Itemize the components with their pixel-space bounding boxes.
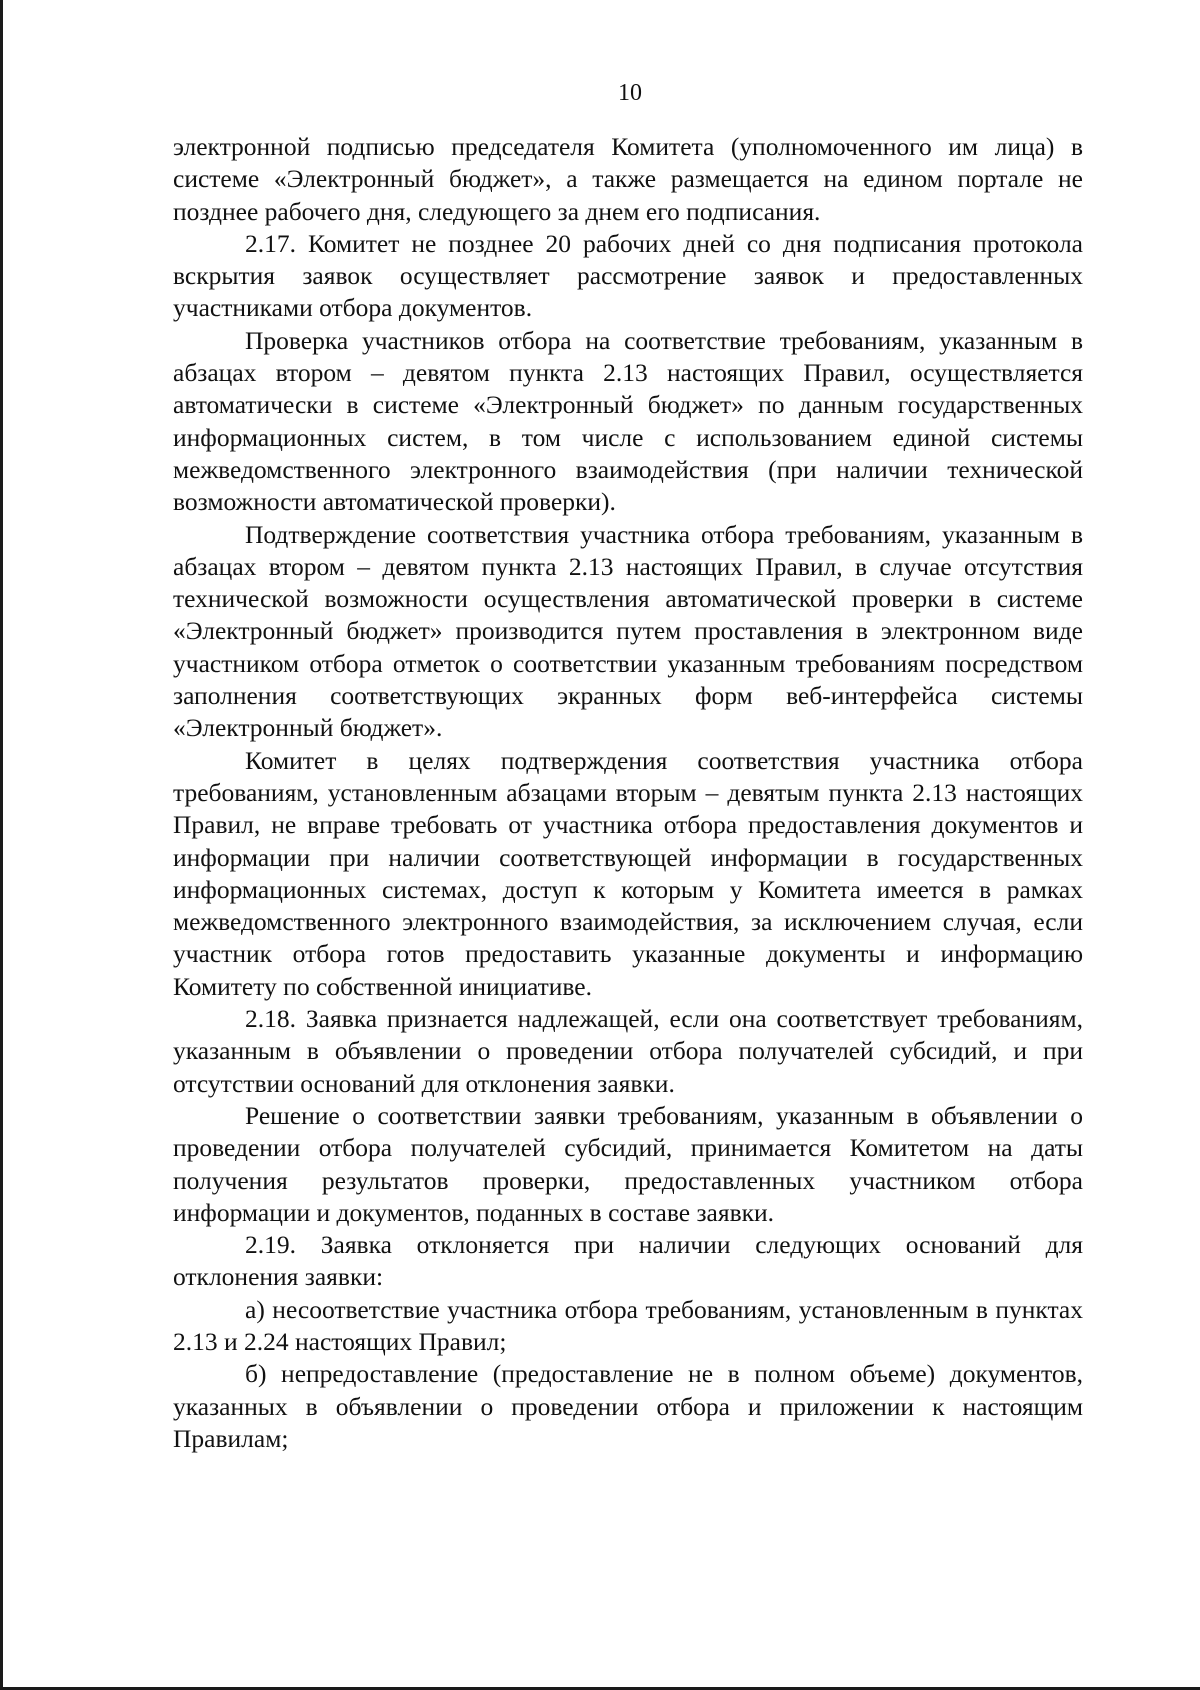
paragraph-2-19: 2.19. Заявка отклоняется при наличии следующих оснований для отклонения заявки: xyxy=(173,1230,1083,1292)
paragraph-2-17: 2.17. Комитет не позднее 20 рабочих дней со дня подписания протокола вскрытия заявок осуществляет рассмотрение заявок и предоставленных участниками отбора документов. xyxy=(173,228,1083,323)
paragraph-2-17-confirm: Подтверждение соответствия участника отбора требованиям, указанным в абзацах втором – девятом пункта 2.13 настоящих Правил, в случае отсутствия технической возможности осуществления автоматической проверки в системе «Электронный бюджет» производится путем проставления в электронном виде участником отбора отметок о соответствии указанным требованиям посредством заполнения соответствующих экранных форм веб-интерфейса системы «Электронный бюджет». xyxy=(173,519,1083,743)
paragraph-2-19-b: б) непредоставление (предоставление не в полном объеме) документов, указанных в объявлении о проведении отбора и приложении к настоящим Правилам; xyxy=(173,1359,1083,1453)
scan-edge-left xyxy=(0,0,3,1690)
document-body xyxy=(173,131,1083,1455)
paragraph-2-17-check: Проверка участников отбора на соответствие требованиям, указанным в абзацах втором – девятом пункта 2.13 настоящих Правил, осуществляется автоматически в системе «Электронный бюджет» по данным государственных информационных систем, в том числе с использованием единой системы межведомственного электронного взаимодействия (при наличии технической возможности автоматической проверки). xyxy=(173,325,1083,517)
page-number: 10 xyxy=(618,80,642,106)
paragraph-2-17-committee: Комитет в целях подтверждения соответствия участника отбора требованиям, установленным абзацами вторым – девятым пункта 2.13 настоящих Правил, не вправе требовать от участника отбора предоставления документов и информации при наличии соответствующей информации в государственных информационных системах, доступ к которым у Комитета имеется в рамках межведомственного электронного взаимодействия, за исключением случая, если участник отбора готов предоставить указанные документы и информацию Комитету по собственной инициативе. xyxy=(173,745,1083,1001)
paragraph-continuation: электронной подписью председателя Комитета (уполномоченного им лица) в системе «Электронный бюджет», а также размещается на едином портале не позднее рабочего дня, следующего за днем его подписания. xyxy=(173,132,1083,226)
paragraph-2-18: 2.18. Заявка признается надлежащей, если она соответствует требованиям, указанным в объявлении о проведении отбора получателей субсидий, и при отсутствии оснований для отклонения заявки. xyxy=(173,1004,1083,1098)
paragraph-2-18-decision: Решение о соответствии заявки требованиям, указанным в объявлении о проведении отбора получателей субсидий, принимается Комитетом на даты получения результатов проверки, предоставленных участником отбора информации и документов, поданных в составе заявки. xyxy=(173,1100,1083,1227)
paragraph-2-19-a: а) несоответствие участника отбора требованиям, установленным в пунктах 2.13 и 2.24 настоящих Правил; xyxy=(173,1294,1083,1356)
